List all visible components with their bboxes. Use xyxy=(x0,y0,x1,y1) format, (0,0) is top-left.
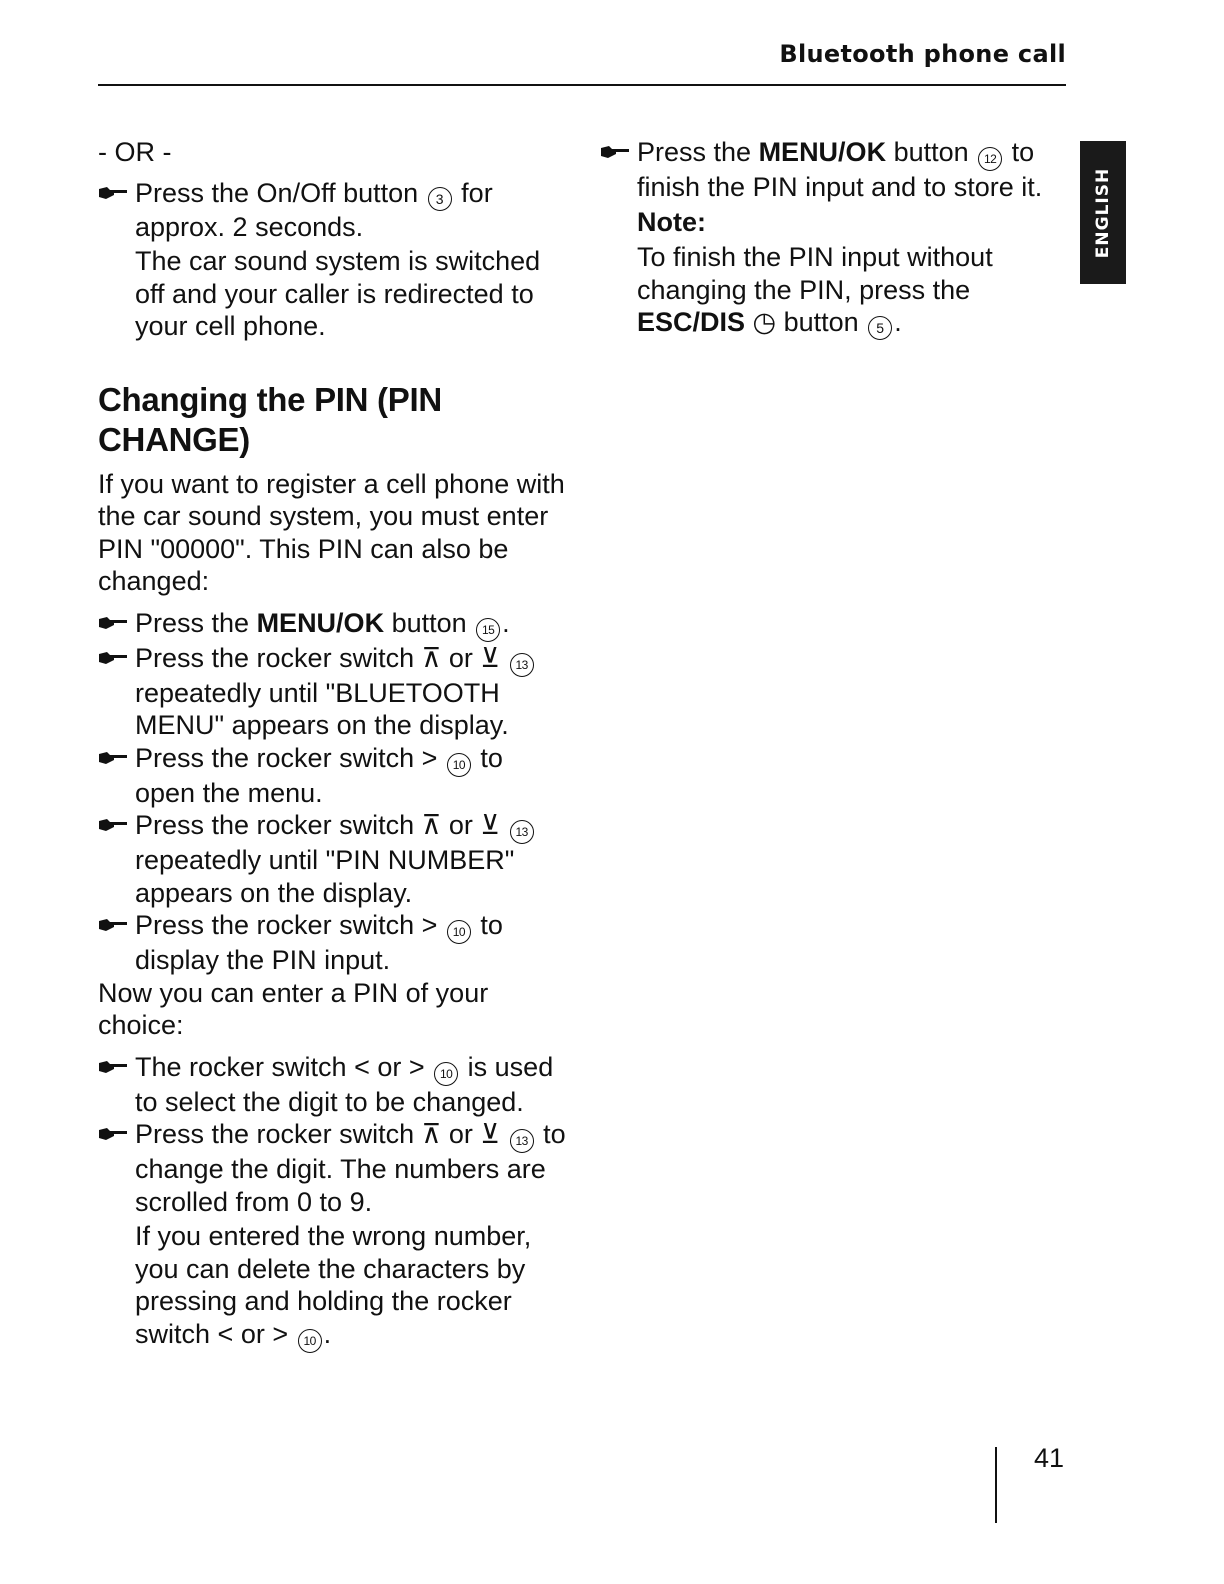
rocker-left-icon: < xyxy=(217,1318,234,1349)
pointing-hand-icon xyxy=(98,650,128,666)
step-4: Press the rocker switch ⊼ or ⊻ 13 repeatedly until "PIN NUMBER" appears on the display. xyxy=(98,809,568,909)
rocker-left-icon: < xyxy=(354,1051,370,1082)
button-number-badge: 10 xyxy=(298,1329,322,1353)
step-3: Press the rocker switch > 10 to open the menu. xyxy=(98,742,568,810)
wrong-number-paragraph: If you entered the wrong number, you can delete the characters by pressing and holding the rocker switch < or > 10 . xyxy=(98,1220,568,1353)
intro-paragraph: If you want to register a cell phone with the car sound system, you must enter PIN "00000". This PIN can also be changed: xyxy=(98,468,565,596)
step-2: Press the rocker switch ⊼ or ⊻ 13 repeatedly until "BLUETOOTH MENU" appears on the display. xyxy=(98,642,568,742)
header-rule xyxy=(98,84,1066,86)
rocker-up-icon: ⊼ xyxy=(421,810,442,840)
rocker-down-icon: ⊻ xyxy=(480,1119,501,1149)
pointing-hand-icon xyxy=(98,917,128,933)
pointing-hand-icon xyxy=(98,615,128,631)
language-tab-label: ENGLISH xyxy=(1093,167,1113,258)
step-5: Press the rocker switch > 10 to display the PIN input. xyxy=(98,909,568,977)
section-heading: Changing the PIN (PIN CHANGE) xyxy=(98,380,442,458)
rocker-right-icon: > xyxy=(421,910,438,940)
pointing-hand-icon xyxy=(98,817,128,833)
footer-rule xyxy=(995,1447,997,1523)
pointing-hand-icon xyxy=(600,144,630,160)
note-label: Note: xyxy=(637,206,706,237)
button-number-badge: 10 xyxy=(434,1062,458,1086)
pointing-hand-icon xyxy=(98,1059,128,1075)
note-text: To finish the PIN input without changing the PIN, press the ESC/DIS ◷ button 5 . xyxy=(600,241,1070,340)
language-tab xyxy=(1080,141,1126,284)
button-number-badge: 13 xyxy=(510,1129,534,1153)
pointing-hand-icon xyxy=(98,185,128,201)
now-text: Now you can enter a PIN of your choice: xyxy=(98,977,489,1040)
rocker-right-icon: > xyxy=(421,742,438,773)
page-header-title: Bluetooth phone call xyxy=(779,40,1066,68)
button-number-badge: 12 xyxy=(978,147,1002,171)
button-number-badge: 3 xyxy=(428,187,452,211)
step-6: The rocker switch < or > 10 is used to select the digit to be changed. xyxy=(98,1051,568,1119)
rocker-up-icon: ⊼ xyxy=(421,1119,442,1149)
rocker-down-icon: ⊻ xyxy=(480,810,501,840)
pointing-hand-icon xyxy=(98,750,128,766)
step-on-off: Press the On/Off button 3 for approx. 2 seconds. xyxy=(98,177,568,244)
page-number: 41 xyxy=(1034,1443,1065,1473)
step-1: Press the MENU/OK button 15 . xyxy=(98,607,568,642)
or-separator: - OR - xyxy=(98,137,172,167)
step-7: Press the rocker switch ⊼ or ⊻ 13 to change the digit. The numbers are scrolled from 0 to 9. xyxy=(98,1118,568,1218)
pointing-hand-icon xyxy=(98,1126,128,1142)
button-number-badge: 10 xyxy=(447,920,471,944)
rocker-down-icon: ⊻ xyxy=(480,642,501,673)
button-number-badge: 10 xyxy=(447,753,471,777)
step-finish: Press the MENU/OK button 12 to finish the PIN input and to store it. xyxy=(600,136,1070,204)
clock-icon: ◷ xyxy=(752,307,777,337)
rocker-right-icon: > xyxy=(272,1318,289,1349)
button-number-badge: 15 xyxy=(476,618,500,642)
button-number-badge: 5 xyxy=(868,316,892,340)
on-off-result: The car sound system is switched off and your caller is redirected to your cell phone. xyxy=(135,246,541,341)
button-number-badge: 13 xyxy=(510,820,534,844)
button-number-badge: 13 xyxy=(510,653,534,677)
rocker-up-icon: ⊼ xyxy=(421,642,442,673)
rocker-right-icon: > xyxy=(408,1051,425,1082)
right-column xyxy=(600,136,1070,349)
left-column xyxy=(98,136,568,1362)
